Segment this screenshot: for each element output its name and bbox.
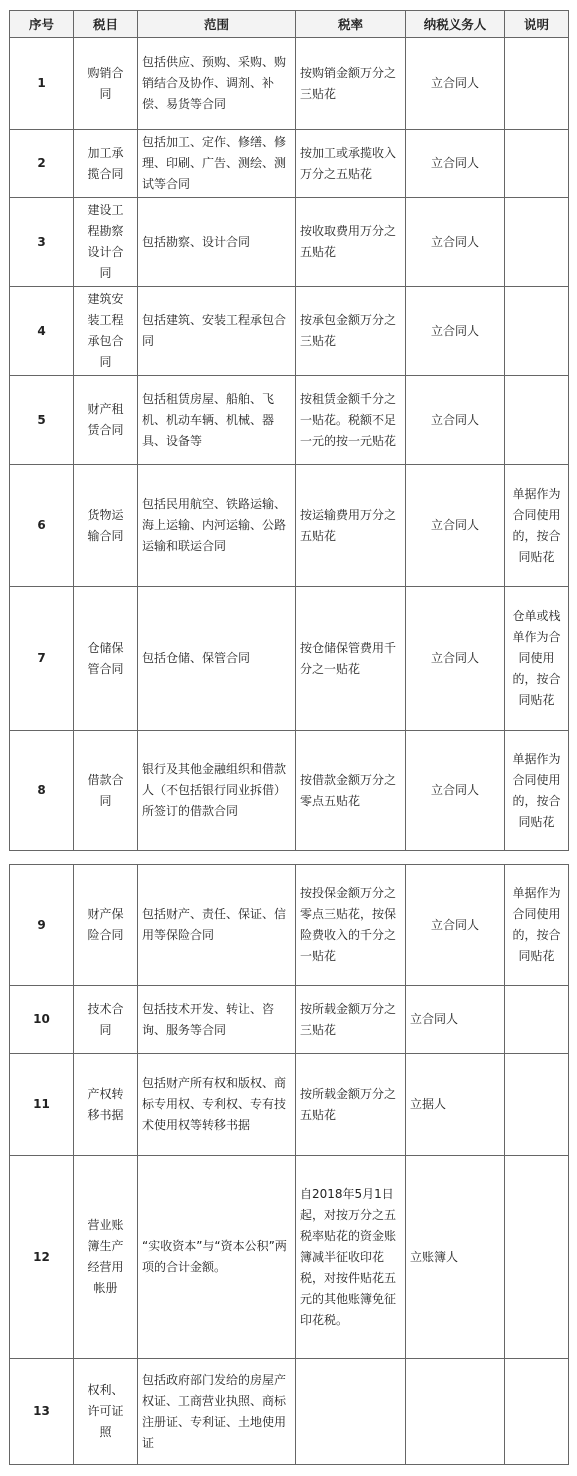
cell-note [505, 287, 569, 376]
cell-item: 加工承揽合同 [74, 130, 138, 198]
cell-note: 单据作为合同使用的，按合同贴花 [505, 465, 569, 587]
cell-scope: 包括技术开发、转让、咨询、服务等合同 [138, 986, 296, 1054]
cell-seq: 10 [10, 986, 74, 1054]
cell-item: 建设工程勘察设计合同 [74, 198, 138, 287]
cell-rate: 按所载金额万分之五贴花 [296, 1054, 406, 1156]
cell-payer: 立合同人 [406, 287, 505, 376]
table-row [10, 986, 569, 1054]
cell-item: 货物运输合同 [74, 465, 138, 587]
cell-seq: 9 [10, 865, 74, 986]
cell-note [505, 376, 569, 465]
header-payer: 纳税义务人 [406, 11, 505, 38]
cell-payer [406, 1359, 505, 1465]
cell-item: 仓储保管合同 [74, 587, 138, 731]
cell-scope: 包括供应、预购、采购、购销结合及协作、调剂、补偿、易货等合同 [138, 38, 296, 130]
cell-rate: 按购销金额万分之三贴花 [296, 38, 406, 130]
table-row [10, 1156, 569, 1359]
cell-note: 单据作为合同使用的，按合同贴花 [505, 731, 569, 851]
cell-item: 产权转移书据 [74, 1054, 138, 1156]
cell-note [505, 130, 569, 198]
cell-rate: 按运输费用万分之五贴花 [296, 465, 406, 587]
cell-item: 财产租赁合同 [74, 376, 138, 465]
cell-seq: 5 [10, 376, 74, 465]
cell-note [505, 38, 569, 130]
cell-note [505, 198, 569, 287]
cell-payer: 立合同人 [406, 38, 505, 130]
cell-payer: 立合同人 [406, 986, 505, 1054]
cell-scope: 包括建筑、安装工程承包合同 [138, 287, 296, 376]
cell-rate [296, 1359, 406, 1465]
cell-item: 权利、许可证照 [74, 1359, 138, 1465]
cell-item: 借款合同 [74, 731, 138, 851]
cell-item: 技术合同 [74, 986, 138, 1054]
cell-rate: 按承包金额万分之三贴花 [296, 287, 406, 376]
table-row [10, 1359, 569, 1465]
table-row [10, 1054, 569, 1156]
cell-scope: 包括加工、定作、修缮、修理、印刷、广告、测绘、测试等合同 [138, 130, 296, 198]
table-row [10, 376, 569, 465]
table-header-row [10, 11, 569, 38]
cell-payer: 立合同人 [406, 587, 505, 731]
table-row [10, 130, 569, 198]
header-rate: 税率 [296, 11, 406, 38]
table-row [10, 465, 569, 587]
cell-scope: 包括租赁房屋、船舶、飞机、机动车辆、机械、器具、设备等 [138, 376, 296, 465]
cell-seq: 6 [10, 465, 74, 587]
header-note: 说明 [505, 11, 569, 38]
header-seq: 序号 [10, 11, 74, 38]
cell-payer: 立合同人 [406, 865, 505, 986]
cell-scope: 银行及其他金融组织和借款人（不包括银行同业拆借）所签订的借款合同 [138, 731, 296, 851]
header-scope: 范围 [138, 11, 296, 38]
cell-payer: 立账簿人 [406, 1156, 505, 1359]
stamp-tax-table-part-2 [9, 864, 569, 1465]
cell-scope: “实收资本”与“资本公积”两项的合计金额。 [138, 1156, 296, 1359]
cell-note: 单据作为合同使用的，按合同贴花 [505, 865, 569, 986]
table-row [10, 38, 569, 130]
cell-note [505, 1359, 569, 1465]
cell-scope: 包括仓储、保管合同 [138, 587, 296, 731]
cell-seq: 1 [10, 38, 74, 130]
cell-scope: 包括财产、责任、保证、信用等保险合同 [138, 865, 296, 986]
cell-scope: 包括勘察、设计合同 [138, 198, 296, 287]
cell-rate: 按仓储保管费用千分之一贴花 [296, 587, 406, 731]
cell-note [505, 1156, 569, 1359]
cell-seq: 7 [10, 587, 74, 731]
table-row [10, 587, 569, 731]
cell-seq: 4 [10, 287, 74, 376]
cell-payer: 立合同人 [406, 130, 505, 198]
cell-payer: 立据人 [406, 1054, 505, 1156]
cell-payer: 立合同人 [406, 465, 505, 587]
table-row [10, 287, 569, 376]
cell-rate: 按借款金额万分之零点五贴花 [296, 731, 406, 851]
cell-item: 建筑安装工程承包合同 [74, 287, 138, 376]
cell-seq: 13 [10, 1359, 74, 1465]
cell-item: 营业账簿生产经营用帐册 [74, 1156, 138, 1359]
cell-note: 仓单或栈单作为合同使用的，按合同贴花 [505, 587, 569, 731]
header-item: 税目 [74, 11, 138, 38]
cell-rate: 按加工或承揽收入万分之五贴花 [296, 130, 406, 198]
cell-scope: 包括政府部门发给的房屋产权证、工商营业执照、商标注册证、专利证、土地使用证 [138, 1359, 296, 1465]
table-row [10, 198, 569, 287]
cell-rate: 按收取费用万分之五贴花 [296, 198, 406, 287]
cell-rate: 按所载金额万分之三贴花 [296, 986, 406, 1054]
cell-seq: 3 [10, 198, 74, 287]
cell-payer: 立合同人 [406, 376, 505, 465]
cell-rate: 按投保金额万分之零点三贴花，按保险费收入的千分之一贴花 [296, 865, 406, 986]
cell-rate: 自2018年5月1日起，对按万分之五税率贴花的资金账簿减半征收印花税，对按件贴花五元的其他账簿免征印花税。 [296, 1156, 406, 1359]
cell-seq: 11 [10, 1054, 74, 1156]
cell-rate: 按租赁金额千分之一贴花。税额不足一元的按一元贴花 [296, 376, 406, 465]
cell-scope: 包括财产所有权和版权、商标专用权、专利权、专有技术使用权等转移书据 [138, 1054, 296, 1156]
table-row [10, 731, 569, 851]
cell-note [505, 986, 569, 1054]
cell-item: 购销合同 [74, 38, 138, 130]
cell-note [505, 1054, 569, 1156]
cell-seq: 12 [10, 1156, 74, 1359]
cell-seq: 2 [10, 130, 74, 198]
table-row [10, 865, 569, 986]
cell-seq: 8 [10, 731, 74, 851]
cell-scope: 包括民用航空、铁路运输、海上运输、内河运输、公路运输和联运合同 [138, 465, 296, 587]
cell-item: 财产保险合同 [74, 865, 138, 986]
stamp-tax-table-part-1 [9, 10, 569, 851]
cell-payer: 立合同人 [406, 731, 505, 851]
cell-payer: 立合同人 [406, 198, 505, 287]
